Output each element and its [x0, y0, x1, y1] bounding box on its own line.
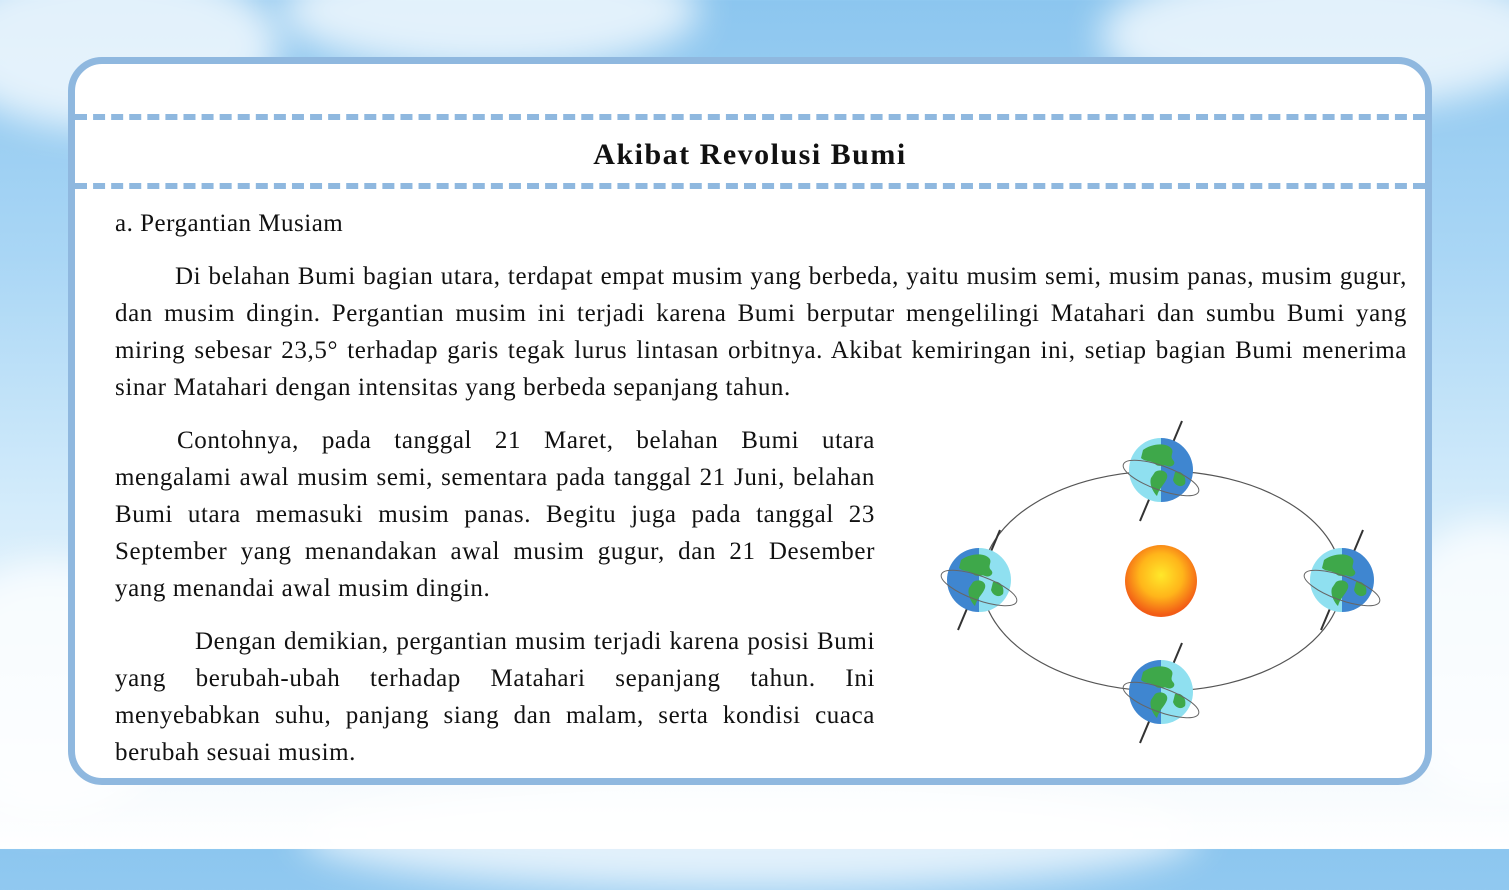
- background-cloud: [300, 780, 1200, 890]
- earth-revolution-diagram: [938, 413, 1398, 753]
- paragraph-conclusion: Dengan demikian, pergantian musim terjadi karena posisi Bumi yang berubah-ubah terhadap Matahari sepanjang tahun. Ini menyebabkan suhu, panjang siang dan malam, serta kondisi cuaca berubah sesuai musim.: [115, 628, 875, 766]
- earth-left-icon: [938, 530, 1021, 630]
- title-divider-bottom: [75, 183, 1425, 189]
- earth-top-icon: [1119, 421, 1202, 521]
- paragraph-example: Contohnya, pada tanggal 21 Maret, belahan Bumi utara mengalami awal musim semi, sementara pada tanggal 21 Juni, belahan Bumi utara memasuki musim panas. Begitu juga pada tanggal 23 September yang menandakan awal musim gugur, dan 21 Desember yang menandai awal musim dingin.: [115, 427, 875, 602]
- earth-right-icon: [1300, 530, 1383, 630]
- paragraph-intro: Di belahan Bumi bagian utara, terdapat empat musim yang berbeda, yaitu musim semi, musim panas, musim gugur, dan musim dingin. Pergantian musim ini terjadi karena Bumi berputar mengelilingi Matahari dan sumbu Bumi yang miring sebesar 23,5° terhadap garis tegak lurus lintasan orbitnya. Akibat kemiringan ini, setiap bagian Bumi menerima sinar Matahari dengan intensitas yang berbeda sepanjang tahun.: [115, 263, 1407, 401]
- slide-title: Akibat Revolusi Bumi: [593, 138, 907, 171]
- earth-bottom-icon: [1119, 643, 1202, 743]
- section-heading: a. Pergantian Musiam: [115, 210, 344, 237]
- sun-icon: [1125, 545, 1197, 617]
- title-divider-top: [75, 114, 1425, 120]
